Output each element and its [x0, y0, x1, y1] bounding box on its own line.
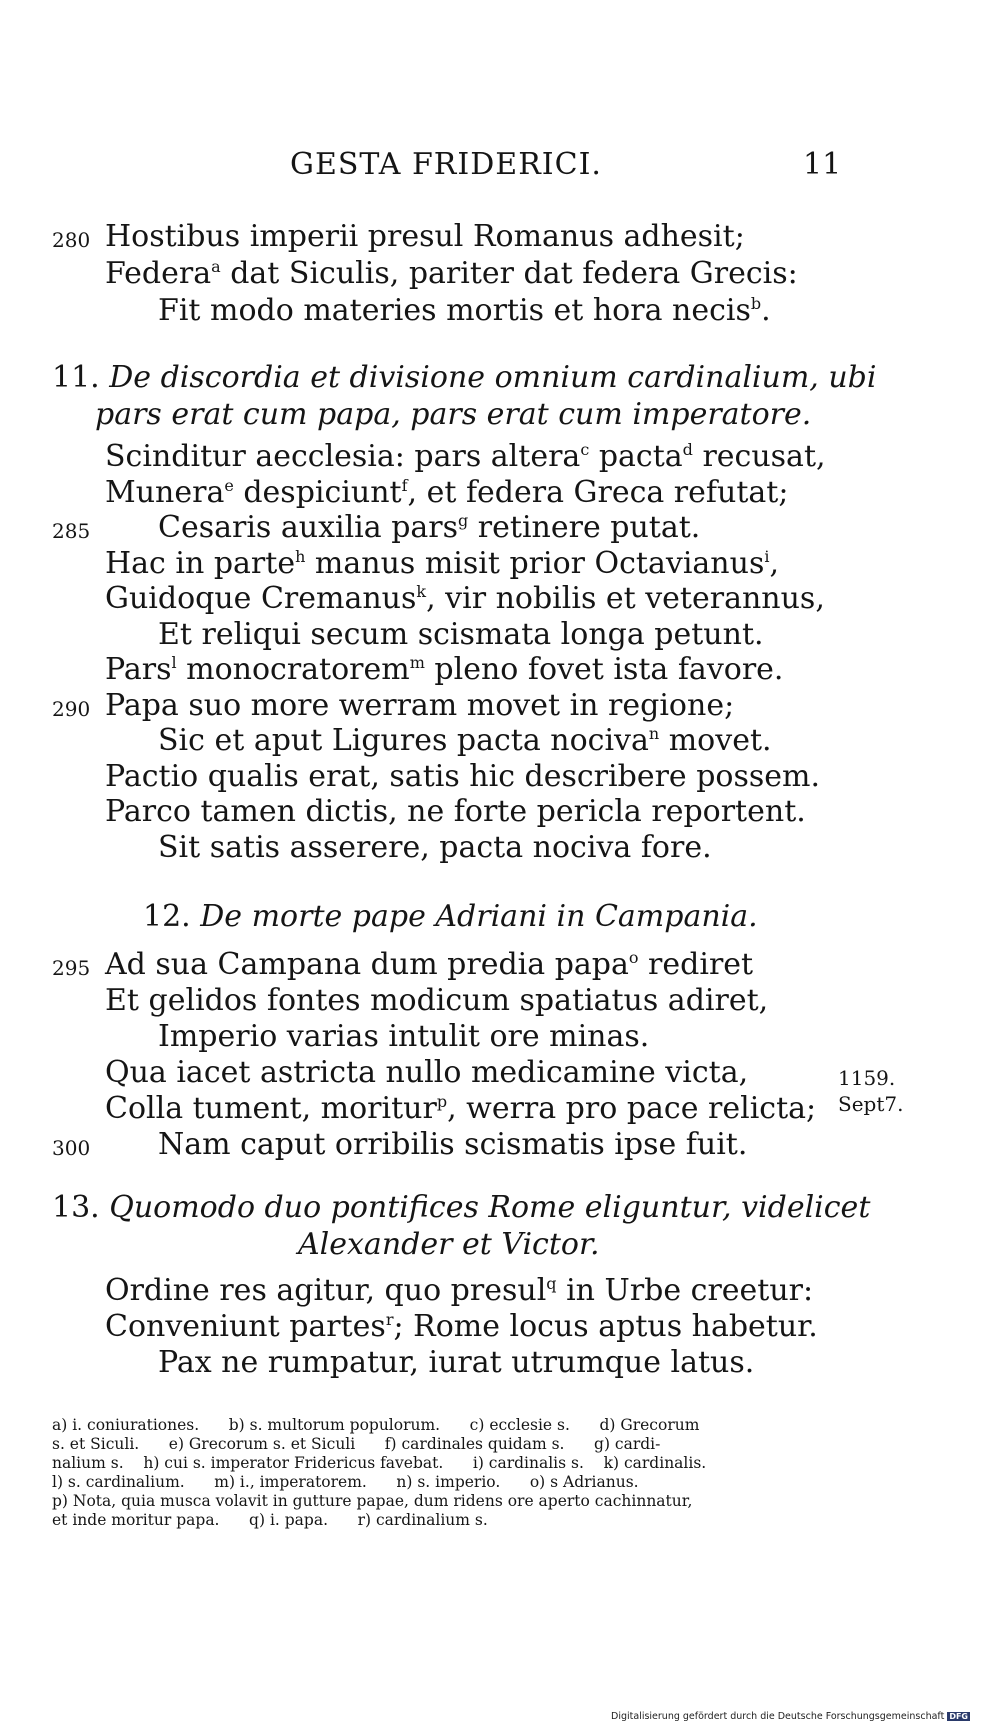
- verse-text: pacta: [589, 439, 683, 474]
- verse-text: Nam caput orribilis scismatis ipse fuit.: [158, 1127, 748, 1162]
- verse-text: , et federa Greca refutat;: [407, 474, 789, 510]
- verse-line: [105, 947, 754, 982]
- verse-text: Cesaris auxilia pars: [158, 510, 459, 545]
- footnote-marker: b: [750, 294, 762, 313]
- footnote-line: et inde moritur papa. q) i. papa. r) cardinalium s.: [52, 1511, 488, 1529]
- verse-line: [158, 293, 771, 328]
- verse-text: Guidoque Cremanus: [105, 581, 417, 616]
- footnote-marker: e: [224, 475, 234, 495]
- verse-text: Munera: [105, 474, 225, 510]
- verse-text: , vir nobilis et veterannus,: [426, 581, 825, 616]
- footnote-marker: g: [458, 511, 469, 530]
- verse-text: recusat,: [692, 439, 826, 474]
- verse-text: manus misit prior Octavianus: [305, 545, 765, 581]
- verse-text: rediret: [638, 947, 754, 982]
- verse-text: Sic et aput Ligures pacta nociva: [158, 723, 649, 758]
- footnote-marker: l: [171, 653, 177, 672]
- verse-line: [158, 1127, 748, 1162]
- footnote-line: l) s. cardinalium. m) i., imperatorem. n) s. imperio. o) s Adrianus.: [52, 1473, 639, 1491]
- line-number: 280: [52, 228, 91, 252]
- verse-line: [105, 1055, 749, 1090]
- running-head: GESTA FRIDERICI.: [290, 147, 602, 182]
- margin-date: Sept7.: [838, 1092, 904, 1116]
- footnote-line: p) Nota, quia musca volavit in gutture papae, dum ridens ore aperto cachinnatur,: [52, 1492, 693, 1510]
- footnote-marker: n: [648, 724, 660, 743]
- verse-line: [105, 1091, 817, 1126]
- verse-text: Conveniunt partes: [105, 1309, 386, 1344]
- verse-text: monocratorem: [176, 652, 410, 687]
- verse-text: Pars: [105, 652, 172, 687]
- verse-line: [105, 652, 784, 687]
- line-number: 295: [52, 956, 91, 980]
- section-heading: [52, 1190, 871, 1225]
- verse-line: [158, 723, 772, 758]
- footnote-marker: a: [211, 257, 221, 276]
- footnote-marker: p: [436, 1092, 448, 1111]
- verse-text: Ad sua Campana dum predia papa: [105, 947, 629, 982]
- verse-line: [105, 794, 806, 829]
- verse-text: Hac in parte: [105, 545, 296, 581]
- verse-line: [105, 1273, 814, 1308]
- verse-text: ,: [769, 545, 780, 581]
- verse-line: [158, 829, 712, 865]
- section-title: De discordia et divisione omnium cardinalium, ubi: [109, 360, 877, 395]
- footnote-marker: k: [416, 582, 427, 601]
- section-title: Alexander et Victor.: [298, 1227, 600, 1262]
- footnote-line: nalium s. h) cui s. imperator Fridericus favebat. i) cardinalis s. k) cardinalis.: [52, 1454, 707, 1472]
- verse-text: Sit satis asserere, pacta nociva fore.: [158, 829, 712, 865]
- line-number: 285: [52, 519, 91, 543]
- verse-text: Pax ne rumpatur, iurat utrumque latus.: [158, 1345, 755, 1380]
- footnote-marker: q: [546, 1274, 557, 1293]
- footnote-marker: h: [295, 546, 306, 566]
- verse-line: [105, 545, 780, 581]
- verse-line: [105, 256, 798, 291]
- verse-text: Pactio qualis erat, satis hic describere possem.: [105, 758, 821, 794]
- verse-line: [105, 758, 821, 794]
- section-title: pars erat cum papa, pars erat cum imperatore.: [95, 397, 812, 432]
- footnote-marker: o: [628, 948, 639, 967]
- verse-text: Qua iacet astricta nullo medicamine victa,: [105, 1055, 749, 1090]
- section-title: Quomodo duo pontifices Rome eliguntur, videlicet: [109, 1190, 871, 1225]
- verse-text: retinere putat.: [468, 510, 701, 545]
- footnote-marker: f: [401, 475, 408, 495]
- margin-year: 1159.: [838, 1066, 896, 1090]
- verse-text: ; Rome locus aptus habetur.: [393, 1309, 818, 1344]
- verse-text: in Urbe creetur:: [556, 1273, 814, 1308]
- digitization-credit: Digitalisierung gefördert durch die Deutsche Forschungsgemeinschaft DFG: [611, 1711, 968, 1722]
- line-number: 290: [52, 696, 91, 721]
- verse-text: , werra pro pace relicta;: [447, 1091, 817, 1126]
- verse-line: [158, 1019, 650, 1054]
- line-number: 300: [52, 1136, 91, 1160]
- footnote-marker: r: [385, 1310, 394, 1329]
- verse-text: Et reliqui secum scismata longa petunt.: [158, 616, 764, 652]
- verse-line: [158, 1345, 755, 1380]
- footnote-marker: i: [764, 546, 770, 566]
- verse-line: [105, 219, 745, 254]
- verse-text: despiciunt: [233, 474, 402, 510]
- verse-text: Ordine res agitur, quo presul: [105, 1273, 547, 1308]
- verse-text: Imperio varias intulit ore minas.: [158, 1019, 650, 1054]
- verse-text: Parco tamen dictis, ne forte pericla reportent.: [105, 794, 806, 829]
- dfg-logo: DFG: [949, 1712, 968, 1721]
- verse-line: [105, 983, 769, 1018]
- page-number: 11: [803, 147, 842, 182]
- section-title: De morte pape Adriani in Campania.: [200, 899, 758, 934]
- section-number: 11.: [52, 360, 110, 395]
- verse-line: [105, 1309, 818, 1344]
- verse-text: dat Siculis, pariter dat federa Grecis:: [220, 256, 798, 291]
- verse-text: Colla tument, moritur: [105, 1091, 437, 1126]
- verse-text: Federa: [105, 256, 212, 291]
- verse-text: Et gelidos fontes modicum spatiatus adiret,: [105, 983, 769, 1018]
- footnote-marker: d: [682, 440, 693, 459]
- verse-line: [158, 510, 701, 545]
- verse-line: [105, 474, 789, 510]
- verse-text: pleno fovet ista favore.: [424, 652, 784, 687]
- verse-line: [105, 581, 825, 616]
- footnote-line: s. et Siculi. e) Grecorum s. et Siculi f) cardinales quidam s. g) cardi-: [52, 1435, 661, 1453]
- section-heading: [143, 899, 758, 934]
- section-heading: [298, 1227, 600, 1262]
- section-number: 12.: [143, 899, 201, 934]
- footnote-line: a) i. coniurationes. b) s. multorum populorum. c) ecclesie s. d) Grecorum: [52, 1416, 700, 1434]
- section-heading: [95, 397, 812, 432]
- verse-line: [158, 616, 764, 652]
- footnote-marker: c: [580, 440, 590, 459]
- verse-text: Fit modo materies mortis et hora necis: [158, 293, 751, 328]
- verse-text: movet.: [659, 723, 772, 758]
- verse-text: .: [761, 293, 771, 328]
- verse-text: Hostibus imperii presul Romanus adhesit;: [105, 219, 745, 254]
- footnote-marker: m: [409, 653, 425, 672]
- verse-line: [105, 687, 735, 723]
- verse-line: [105, 439, 826, 474]
- section-number: 13.: [52, 1190, 110, 1225]
- section-heading: [52, 360, 877, 395]
- verse-text: Scinditur aecclesia: pars altera: [105, 439, 581, 474]
- verse-text: Papa suo more werram movet in regione;: [105, 687, 735, 723]
